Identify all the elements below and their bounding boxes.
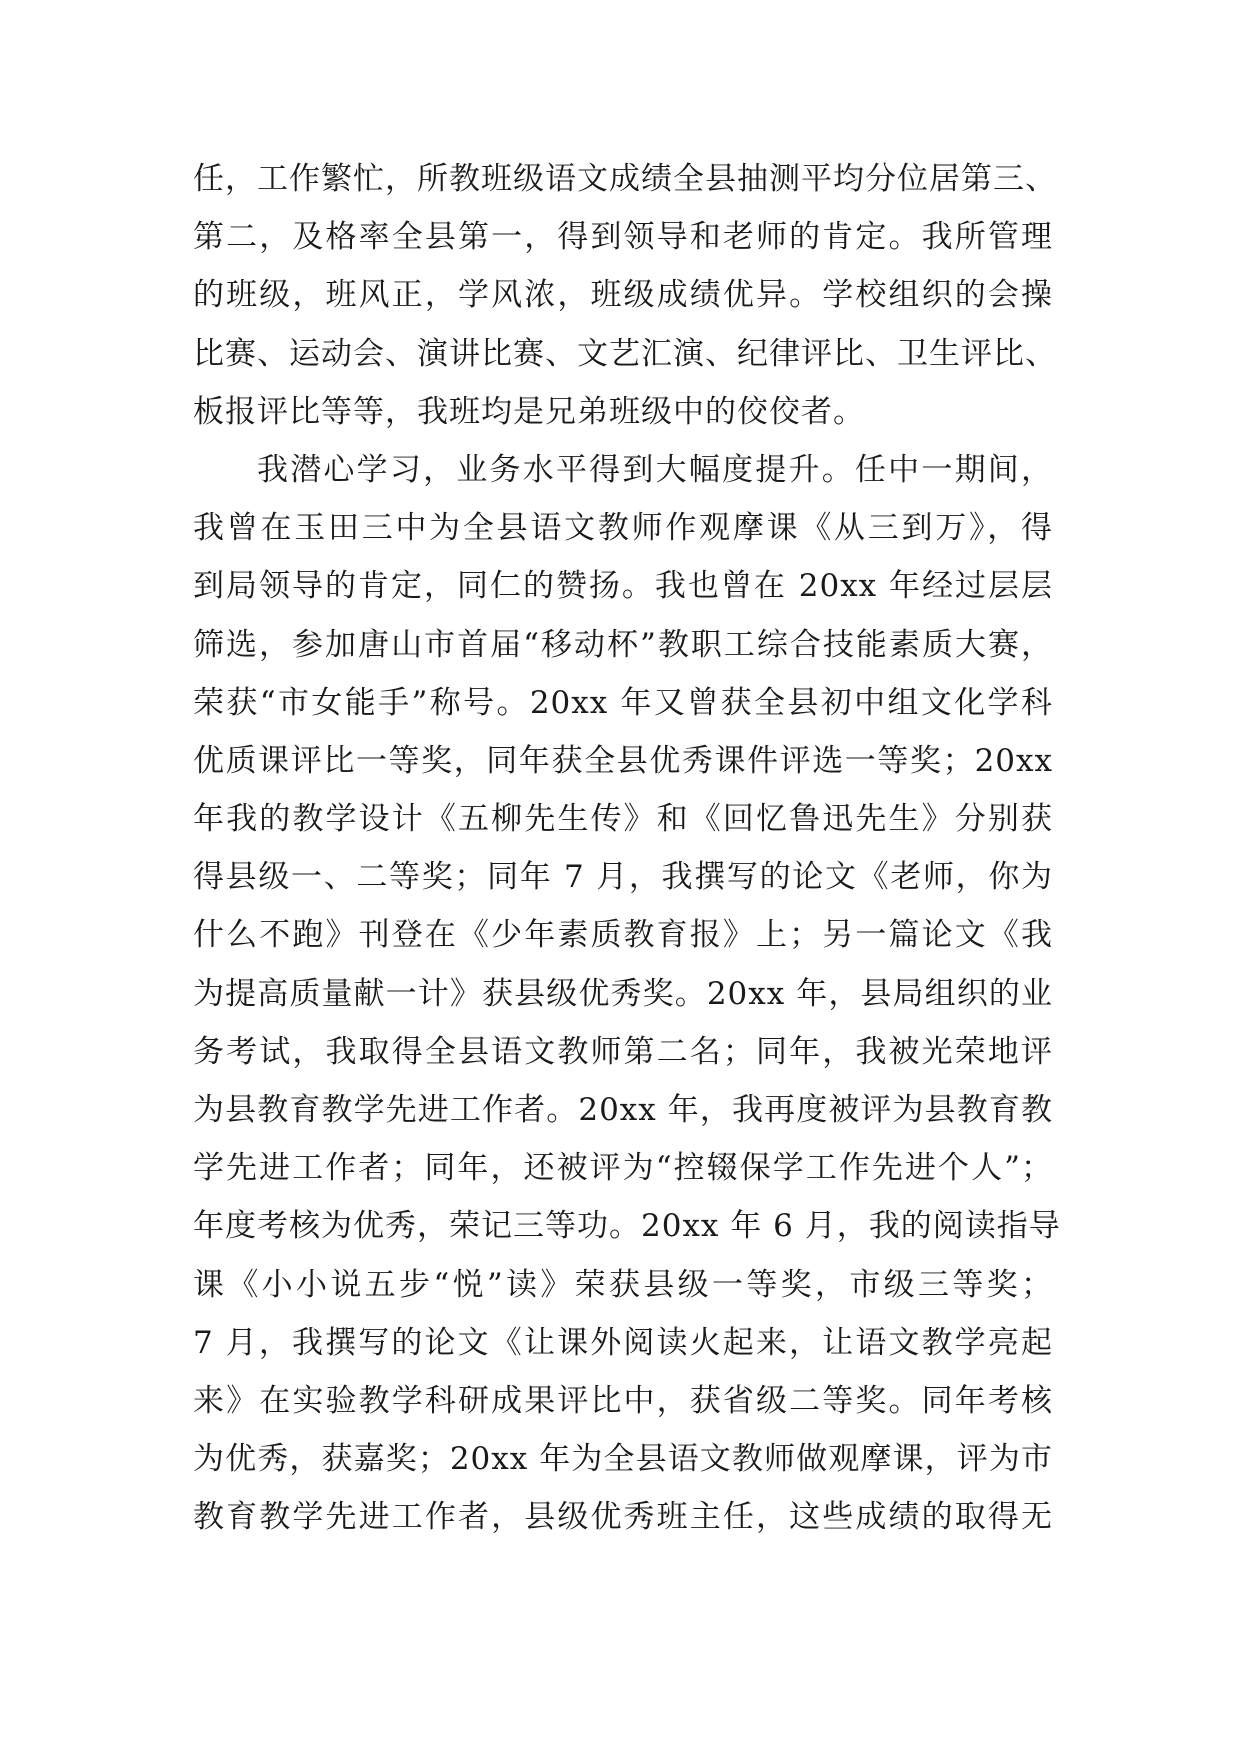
text-line: 为提高质量献一计》获县级优秀奖。20xx 年，县局组织的业 <box>193 975 1053 1012</box>
text-line: 务考试，我取得全县语文教师第二名；同年，我被光荣地评 <box>193 1033 1053 1070</box>
text-line: 7 月，我撰写的论文《让课外阅读火起来，让语文教学亮起 <box>193 1324 1053 1361</box>
text-line: 优质课评比一等奖，同年获全县优秀课件评选一等奖；20xx <box>193 742 1053 779</box>
text-line: 第二，及格率全县第一，得到领导和老师的肯定。我所管理 <box>193 219 1053 256</box>
text-line: 得县级一、二等奖；同年 7 月，我撰写的论文《老师，你为 <box>193 859 1053 896</box>
text-line: 任，工作繁忙，所教班级语文成绩全县抽测平均分位居第三、 <box>193 161 1057 197</box>
text-line: 到局领导的肯定，同仁的赞扬。我也曾在 20xx 年经过层层 <box>193 568 1053 605</box>
body-text <box>193 150 1061 1547</box>
text-line: 板报评比等等，我班均是兄弟班级中的佼佼者。 <box>193 393 865 430</box>
paragraph-1 <box>193 150 1057 441</box>
text-line: 教育教学先进工作者，县级优秀班主任，这些成绩的取得无 <box>193 1499 1053 1536</box>
text-line: 为县教育教学先进工作者。20xx 年，我再度被评为县教育教 <box>193 1092 1053 1128</box>
text-line: 什么不跑》刊登在《少年素质教育报》上；另一篇论文《我 <box>193 917 1053 954</box>
text-line: 为优秀，获嘉奖；20xx 年为全县语文教师做观摩课，评为市 <box>193 1441 1053 1478</box>
text-line: 比赛、运动会、演讲比赛、文艺汇演、纪律评比、卫生评比、 <box>193 335 1057 372</box>
text-line: 学先进工作者；同年，还被评为“控辍保学工作先进个人”； <box>193 1150 1053 1187</box>
paragraph-2 <box>193 441 1061 1547</box>
text-line: 来》在实验教学科研成果评比中，获省级二等奖。同年考核 <box>193 1382 1053 1419</box>
text-line: 年度考核为优秀，荣记三等功。20xx 年 6 月，我的阅读指导 <box>193 1208 1061 1245</box>
text-line: 筛选，参加唐山市首届“移动杯”教职工综合技能素质大赛， <box>193 626 1053 663</box>
text-line: 课《小小说五步“悦”读》荣获县级一等奖，市级三等奖； <box>193 1266 1053 1303</box>
text-line: 的班级，班风正，学风浓，班级成绩优异。学校组织的会操 <box>193 277 1053 314</box>
text-line: 我曾在玉田三中为全县语文教师作观摩课《从三到万》，得 <box>193 510 1053 547</box>
text-line: 我潜心学习，业务水平得到大幅度提升。任中一期间， <box>257 451 1053 488</box>
text-line: 荣获“市女能手”称号。20xx 年又曾获全县初中组文化学科 <box>193 684 1053 721</box>
text-line: 年我的教学设计《五柳先生传》和《回忆鲁迅先生》分别获 <box>193 801 1053 838</box>
